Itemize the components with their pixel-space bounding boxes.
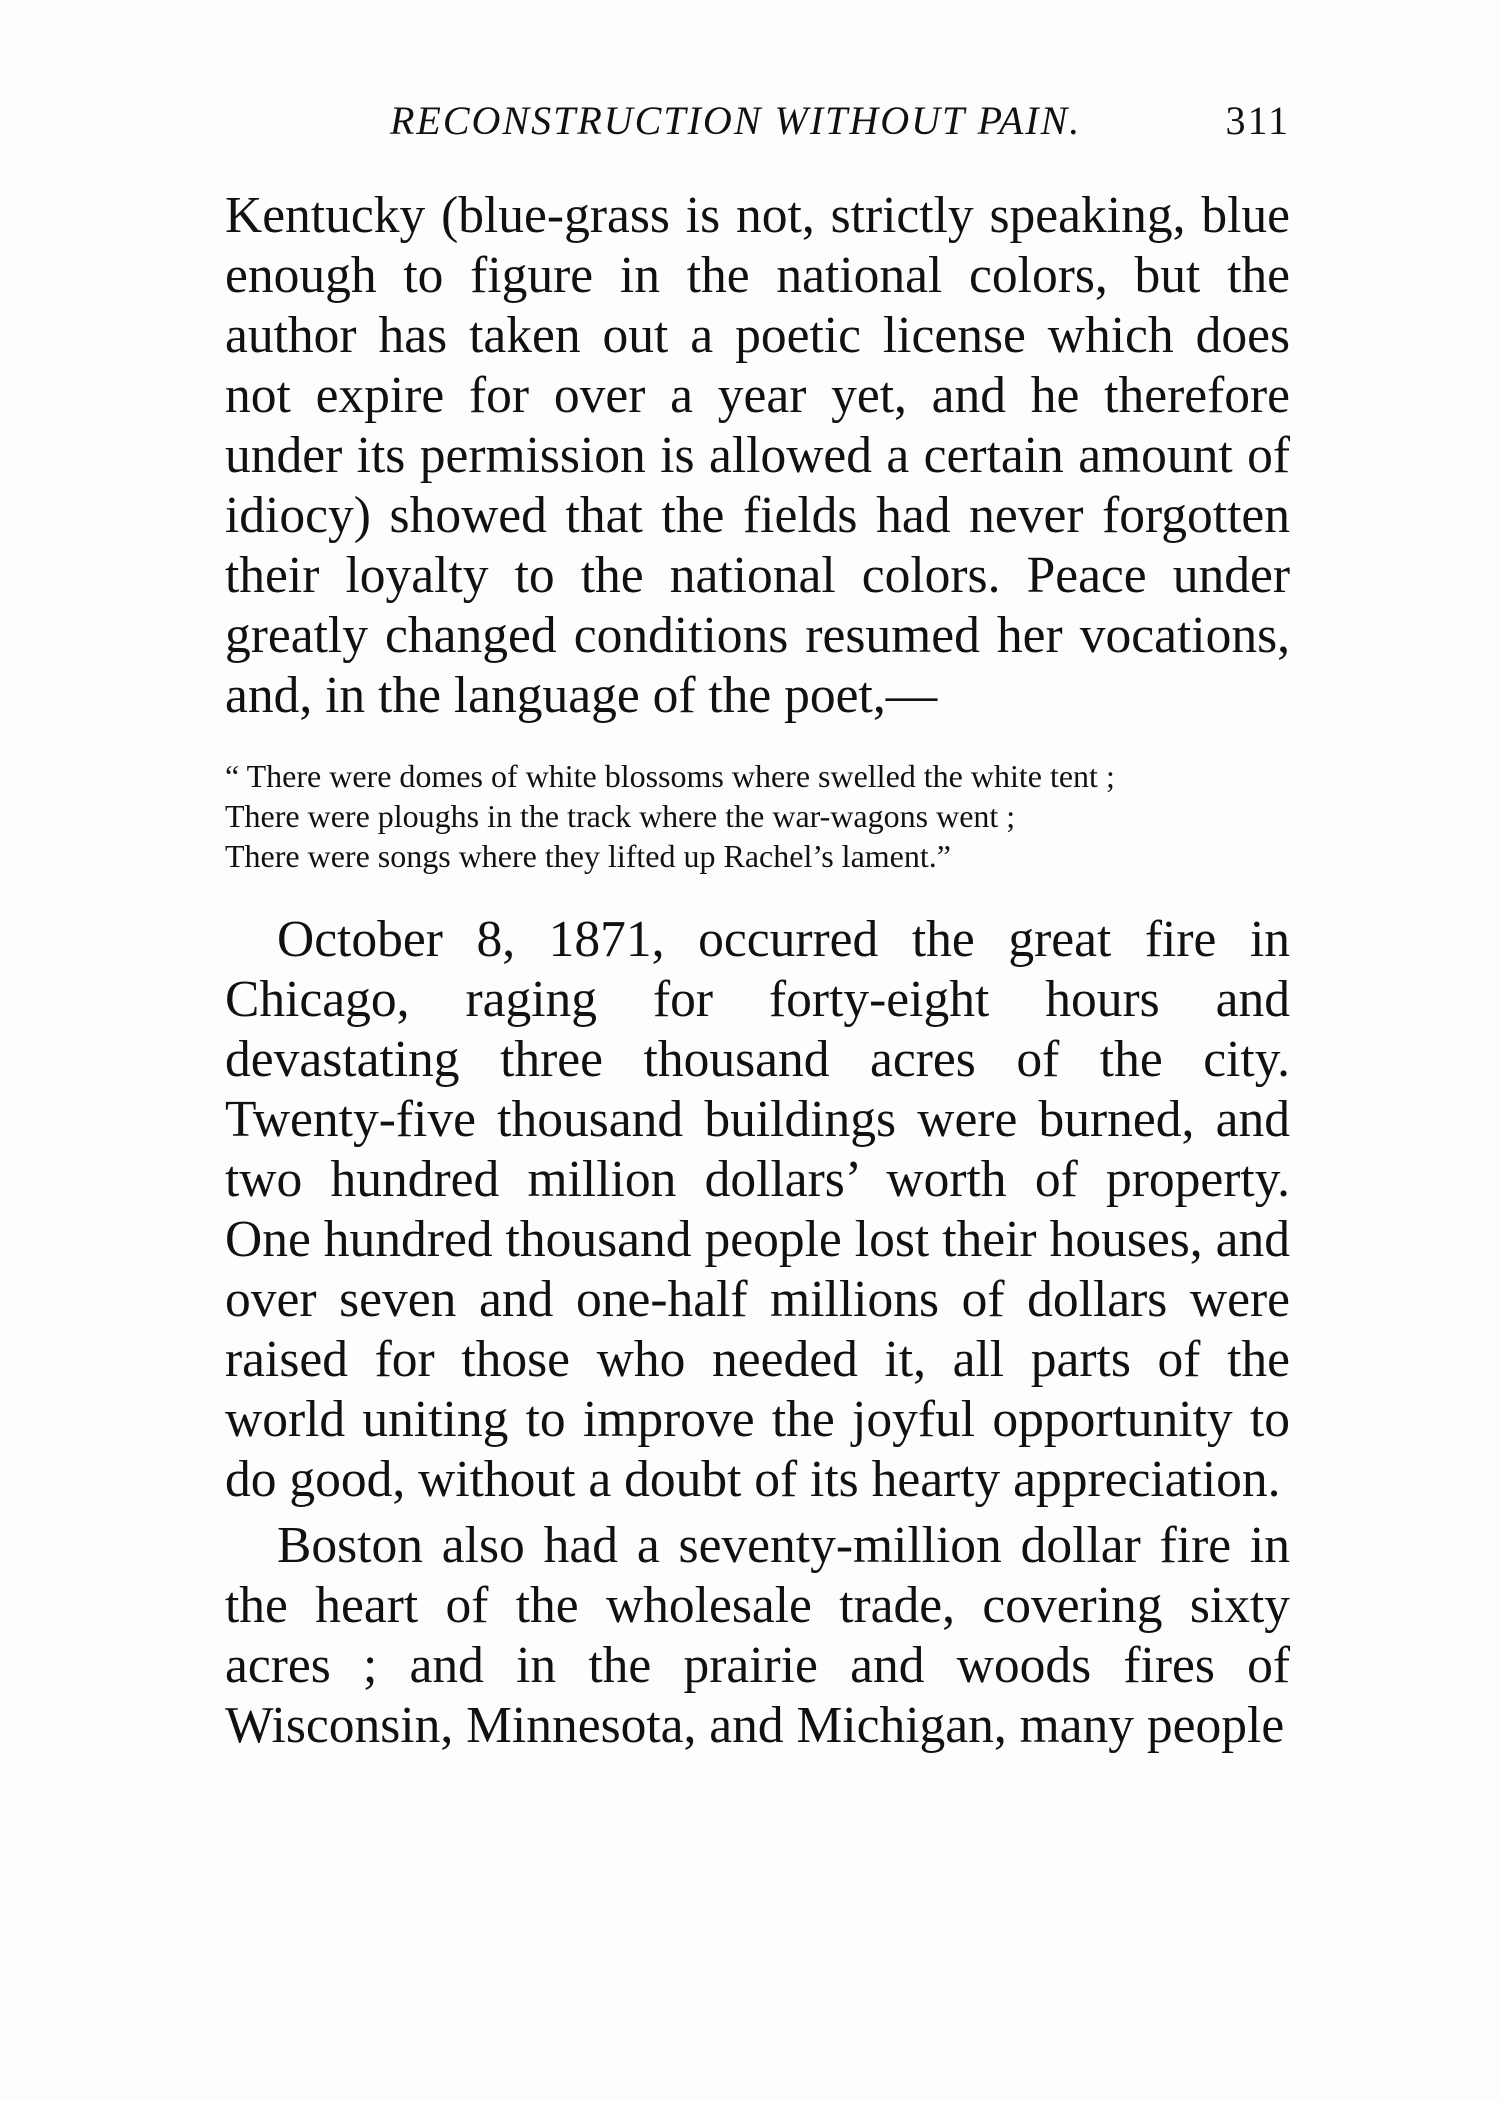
page-number: 311 [1225,98,1290,143]
paragraph-kentucky: Kentucky (blue-grass is not, strictly speaking, blue enough to figure in the national colors, but the author has taken out a poetic license which does not expire for over a year yet, and he therefore under its permission is allowed a certain amount of idiocy) showed that the fields had never forgotten their loyalty to the national colors. Peace under greatly changed conditions resumed her vocations, and, in the language of the poet,— [225,187,1290,724]
running-title: RECONSTRUCTION WITHOUT PAIN. [390,98,1082,143]
poem-line: There were ploughs in the track where the war-wagons went ; [225,798,1016,834]
body-text [225,186,1290,1756]
poem-quotation [225,756,1290,876]
paragraph-chicago-fire: October 8, 1871, occurred the great fire in Chicago, raging for forty-eight hours and devastating three thousand acres of the city. Twenty-five thousand buildings were burned, and two hundred million dollars’ worth of property. One hundred thousand people lost their houses, and over seven and one-half millions of dollars were raised for those who needed it, all parts of the world uniting to improve the joyful opportunity to do good, without a doubt of its hearty appreciation. [225,911,1290,1508]
poem-line: “ There were domes of white blossoms where swelled the white tent ; [225,758,1115,794]
poem-line: There were songs where they lifted up Rachel’s lament.” [225,838,951,874]
paragraph-boston-fire: Boston also had a seventy-million dollar fire in the heart of the wholesale trade, covering sixty acres ; and in the prairie and woods fires of Wisconsin, Minnesota, and Michigan, many people [225,1517,1290,1754]
